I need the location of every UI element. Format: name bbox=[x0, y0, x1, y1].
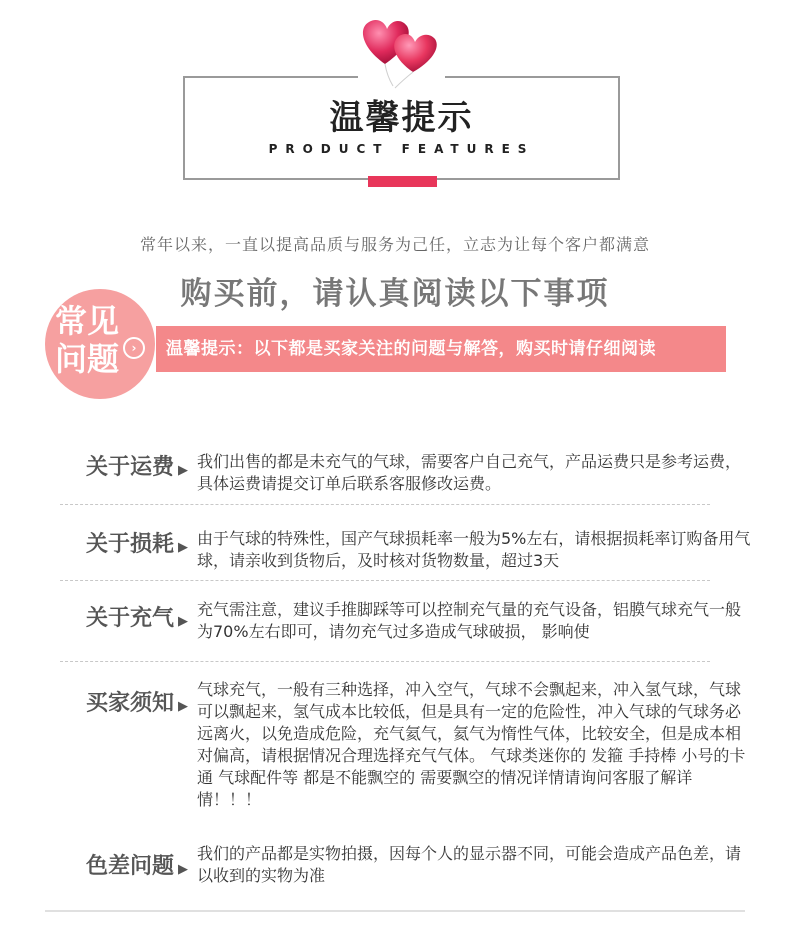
faq-answer-color: 我们的产品都是实物拍摄，因每个人的显示器不同，可能会造成产品色差，请以收到的实物为准 bbox=[197, 844, 742, 885]
faq-badge-line2: 问题 bbox=[54, 340, 119, 378]
faq-label-inflation bbox=[48, 601, 188, 632]
divider bbox=[60, 661, 710, 662]
title-frame-top-left bbox=[183, 76, 358, 78]
slogan: 常年以来，一直以提高品质与服务为己任，立志为让每个客户都满意 bbox=[139, 235, 650, 254]
triangle-right-icon: ▶ bbox=[178, 699, 188, 714]
faq-label-text: 关于运费 bbox=[85, 455, 174, 480]
faq-label-text: 色差问题 bbox=[85, 854, 174, 879]
faq-label-buyer-notice bbox=[48, 686, 188, 717]
page-subtitle: PRODUCT FEATURES bbox=[268, 142, 535, 156]
faq-answer-buyer-notice: 气球充气，一般有三种选择，冲入空气，气球不会飘起来，冲入氢气球，气球可以飘起来，氢气成本比较低，但是具有一定的危险性，冲入气球的气球务必远离火，以免造成危险，充气氦气，氦气为惰性气体，比较安全，但是成本相对偏高，请根据情况合理选择充气气体。 气球类迷你的 发箍 手持棒 小号的卡通 气球配件等 都是不能飘空的 需要飘空的情况详情请询问客服了解详情！！！ bbox=[197, 680, 746, 809]
faq-badge-text bbox=[45, 302, 129, 378]
notice-banner: 温馨提示：以下都是买家关注的问题与解答，购买时请仔细阅读 bbox=[156, 326, 726, 372]
faq-label-text: 关于充气 bbox=[85, 606, 174, 631]
divider bbox=[60, 580, 710, 581]
faq-label-color bbox=[48, 849, 188, 880]
triangle-right-icon: ▶ bbox=[178, 540, 188, 555]
faq-label-text: 关于损耗 bbox=[85, 532, 174, 557]
divider bbox=[60, 504, 710, 505]
arrow-circle-icon: › bbox=[123, 337, 145, 359]
faq-answer-shipping: 我们出售的都是未充气的气球，需要客户自己充气，产品运费只是参考运费，具体运费请提交订单后联系客服修改运费。 bbox=[197, 452, 742, 493]
headline: 购买前，请认真阅读以下事项 bbox=[180, 276, 610, 312]
faq-label-text: 买家须知 bbox=[85, 691, 174, 716]
faq-badge-line1: 常见 bbox=[54, 302, 119, 340]
triangle-right-icon: ▶ bbox=[178, 614, 188, 629]
faq-answer-inflation: 充气需注意，建议手推脚踩等可以控制充气量的充气设备，铝膜气球充气一般为70%左右即可，请勿充气过多造成气球破损， 影响使 bbox=[197, 600, 742, 641]
page-title: 温馨提示 bbox=[329, 98, 474, 138]
title-frame-top-right bbox=[445, 76, 620, 78]
faq-answer-loss: 由于气球的特殊性，国产气球损耗率一般为5%左右，请根据损耗率订购备用气球，请亲收到货物后，及时核对货物数量，超过3天 bbox=[197, 529, 751, 570]
faq-label-loss bbox=[48, 527, 188, 558]
title-accent-bar bbox=[368, 176, 437, 187]
triangle-right-icon: ▶ bbox=[178, 862, 188, 877]
bottom-divider bbox=[45, 910, 745, 912]
faq-label-shipping bbox=[48, 450, 188, 481]
triangle-right-icon: ▶ bbox=[178, 463, 188, 478]
